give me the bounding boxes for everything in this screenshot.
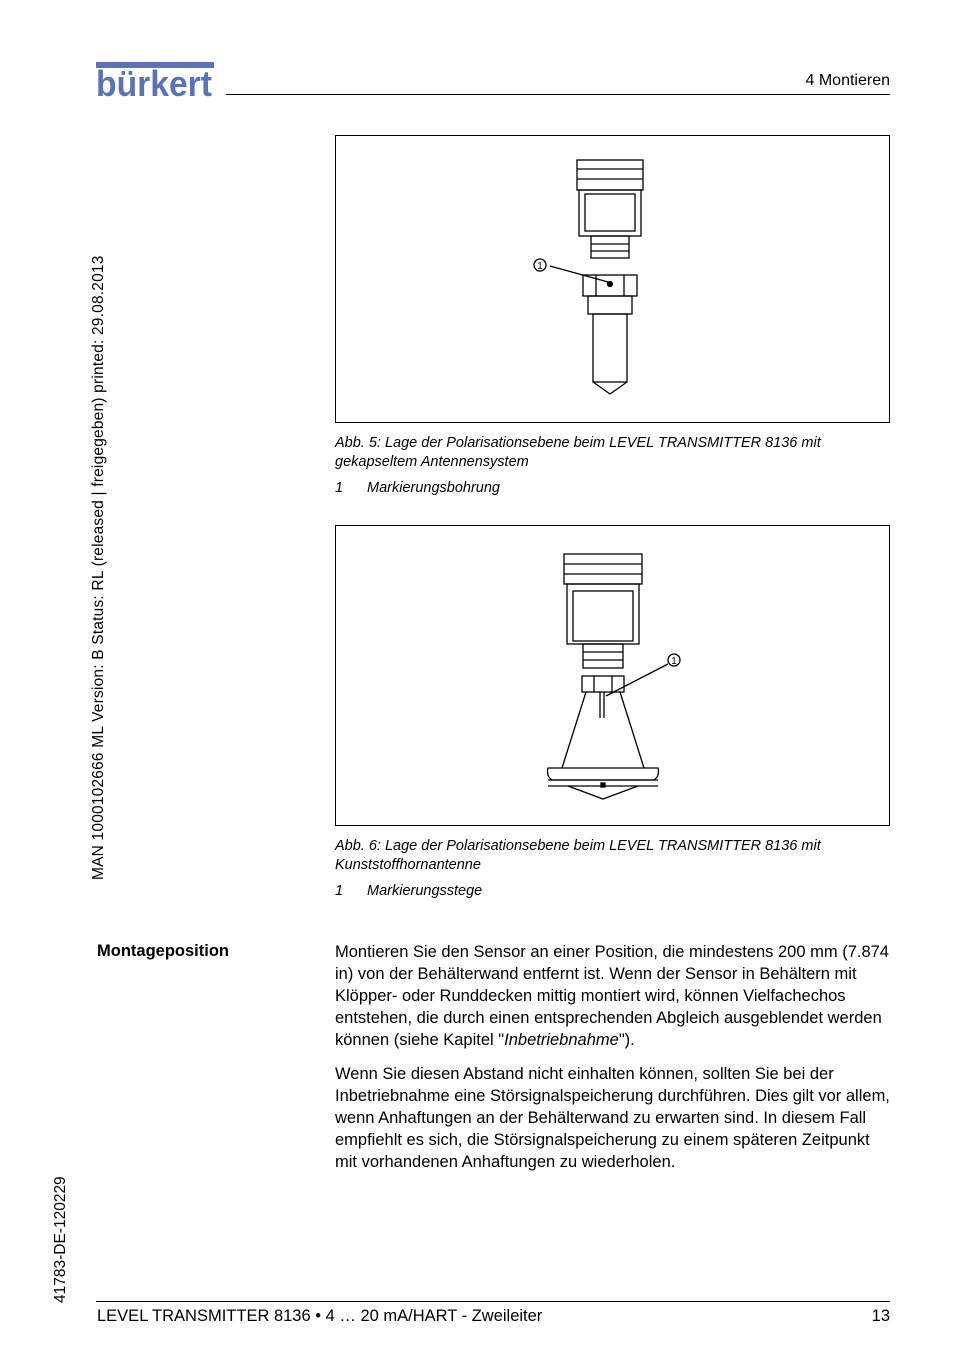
figure-5-caption-line2: gekapseltem Antennensystem	[335, 454, 529, 470]
document-code-vertical: 41783-DE-120229	[52, 1176, 69, 1303]
legend-text: Markierungsstege	[367, 883, 483, 899]
figure-6-caption-line1: Abb. 6: Lage der Polarisationsebene beim LEVEL TRANSMITTER 8136 mit	[335, 838, 821, 854]
figure-5-caption-line1: Abb. 5: Lage der Polarisationsebene beim LEVEL TRANSMITTER 8136 mit	[335, 435, 821, 451]
body-paragraph-2: Wenn Sie diesen Abstand nicht einhalten können, sollten Sie bei der Inbetriebnahme eine Störsignalspeicherung durchführen. Dies gilt vor allem, wenn Anhaftungen an der Behälterwand zu erwarten sind. In diesem Fall empfiehlt es sich, die Störsignalspeicherung zu einem späteren Zeitpunkt mit vorhandenen Anhaftungen zu wiederholen.	[335, 1065, 890, 1171]
document-meta-vertical: MAN 1000102666 ML Version: B Status: RL (released | freigegeben) printed: 29.08.2013	[90, 255, 107, 880]
figure-6-horn-antenna	[335, 525, 890, 826]
figure-6-caption	[335, 837, 890, 875]
header-rule	[226, 94, 890, 95]
paragraph-text: Montieren Sie den Sensor an einer Position, die mindestens 200 mm (7.874 in) von der Behälterwand entfernt ist. Wenn der Sensor in Behältern mit Klöpper- oder Runddecken mittig montiert wird, können Vielfachechos entstehen, die durch einen entsprechenden Abgleich ausgeblendet werden können (siehe Kapitel "	[335, 943, 889, 1049]
figure-5-encapsulated-antenna	[335, 135, 890, 423]
page-number: 13	[871, 1307, 890, 1325]
legend-number: 1	[335, 480, 344, 496]
figure-5-legend	[335, 480, 500, 496]
legend-number: 1	[335, 883, 344, 899]
callout-1-label: 1	[671, 656, 677, 667]
footer-title: LEVEL TRANSMITTER 8136 • 4 … 20 mA/HART - Zweileiter	[97, 1307, 543, 1325]
legend-text: Markierungsbohrung	[367, 480, 500, 496]
callout-1-label: 1	[537, 261, 543, 272]
footer-rule	[96, 1301, 890, 1302]
svg-text:bürkert: bürkert	[96, 63, 213, 100]
body-paragraph-1	[335, 941, 895, 1051]
chapter-heading: 4 Montieren	[805, 72, 890, 89]
section-heading-montageposition: Montageposition	[97, 942, 229, 960]
figure-6-legend	[335, 883, 482, 899]
chapter-reference: Inbetriebnahme	[504, 1031, 619, 1049]
sensor-drawing-encapsulated	[336, 136, 889, 422]
paragraph-text: ").	[618, 1031, 635, 1049]
figure-6-caption-line2: Kunststoffhornantenne	[335, 857, 481, 873]
sensor-drawing-horn	[336, 526, 889, 825]
burkert-logo	[96, 62, 214, 100]
figure-5-caption	[335, 434, 890, 472]
